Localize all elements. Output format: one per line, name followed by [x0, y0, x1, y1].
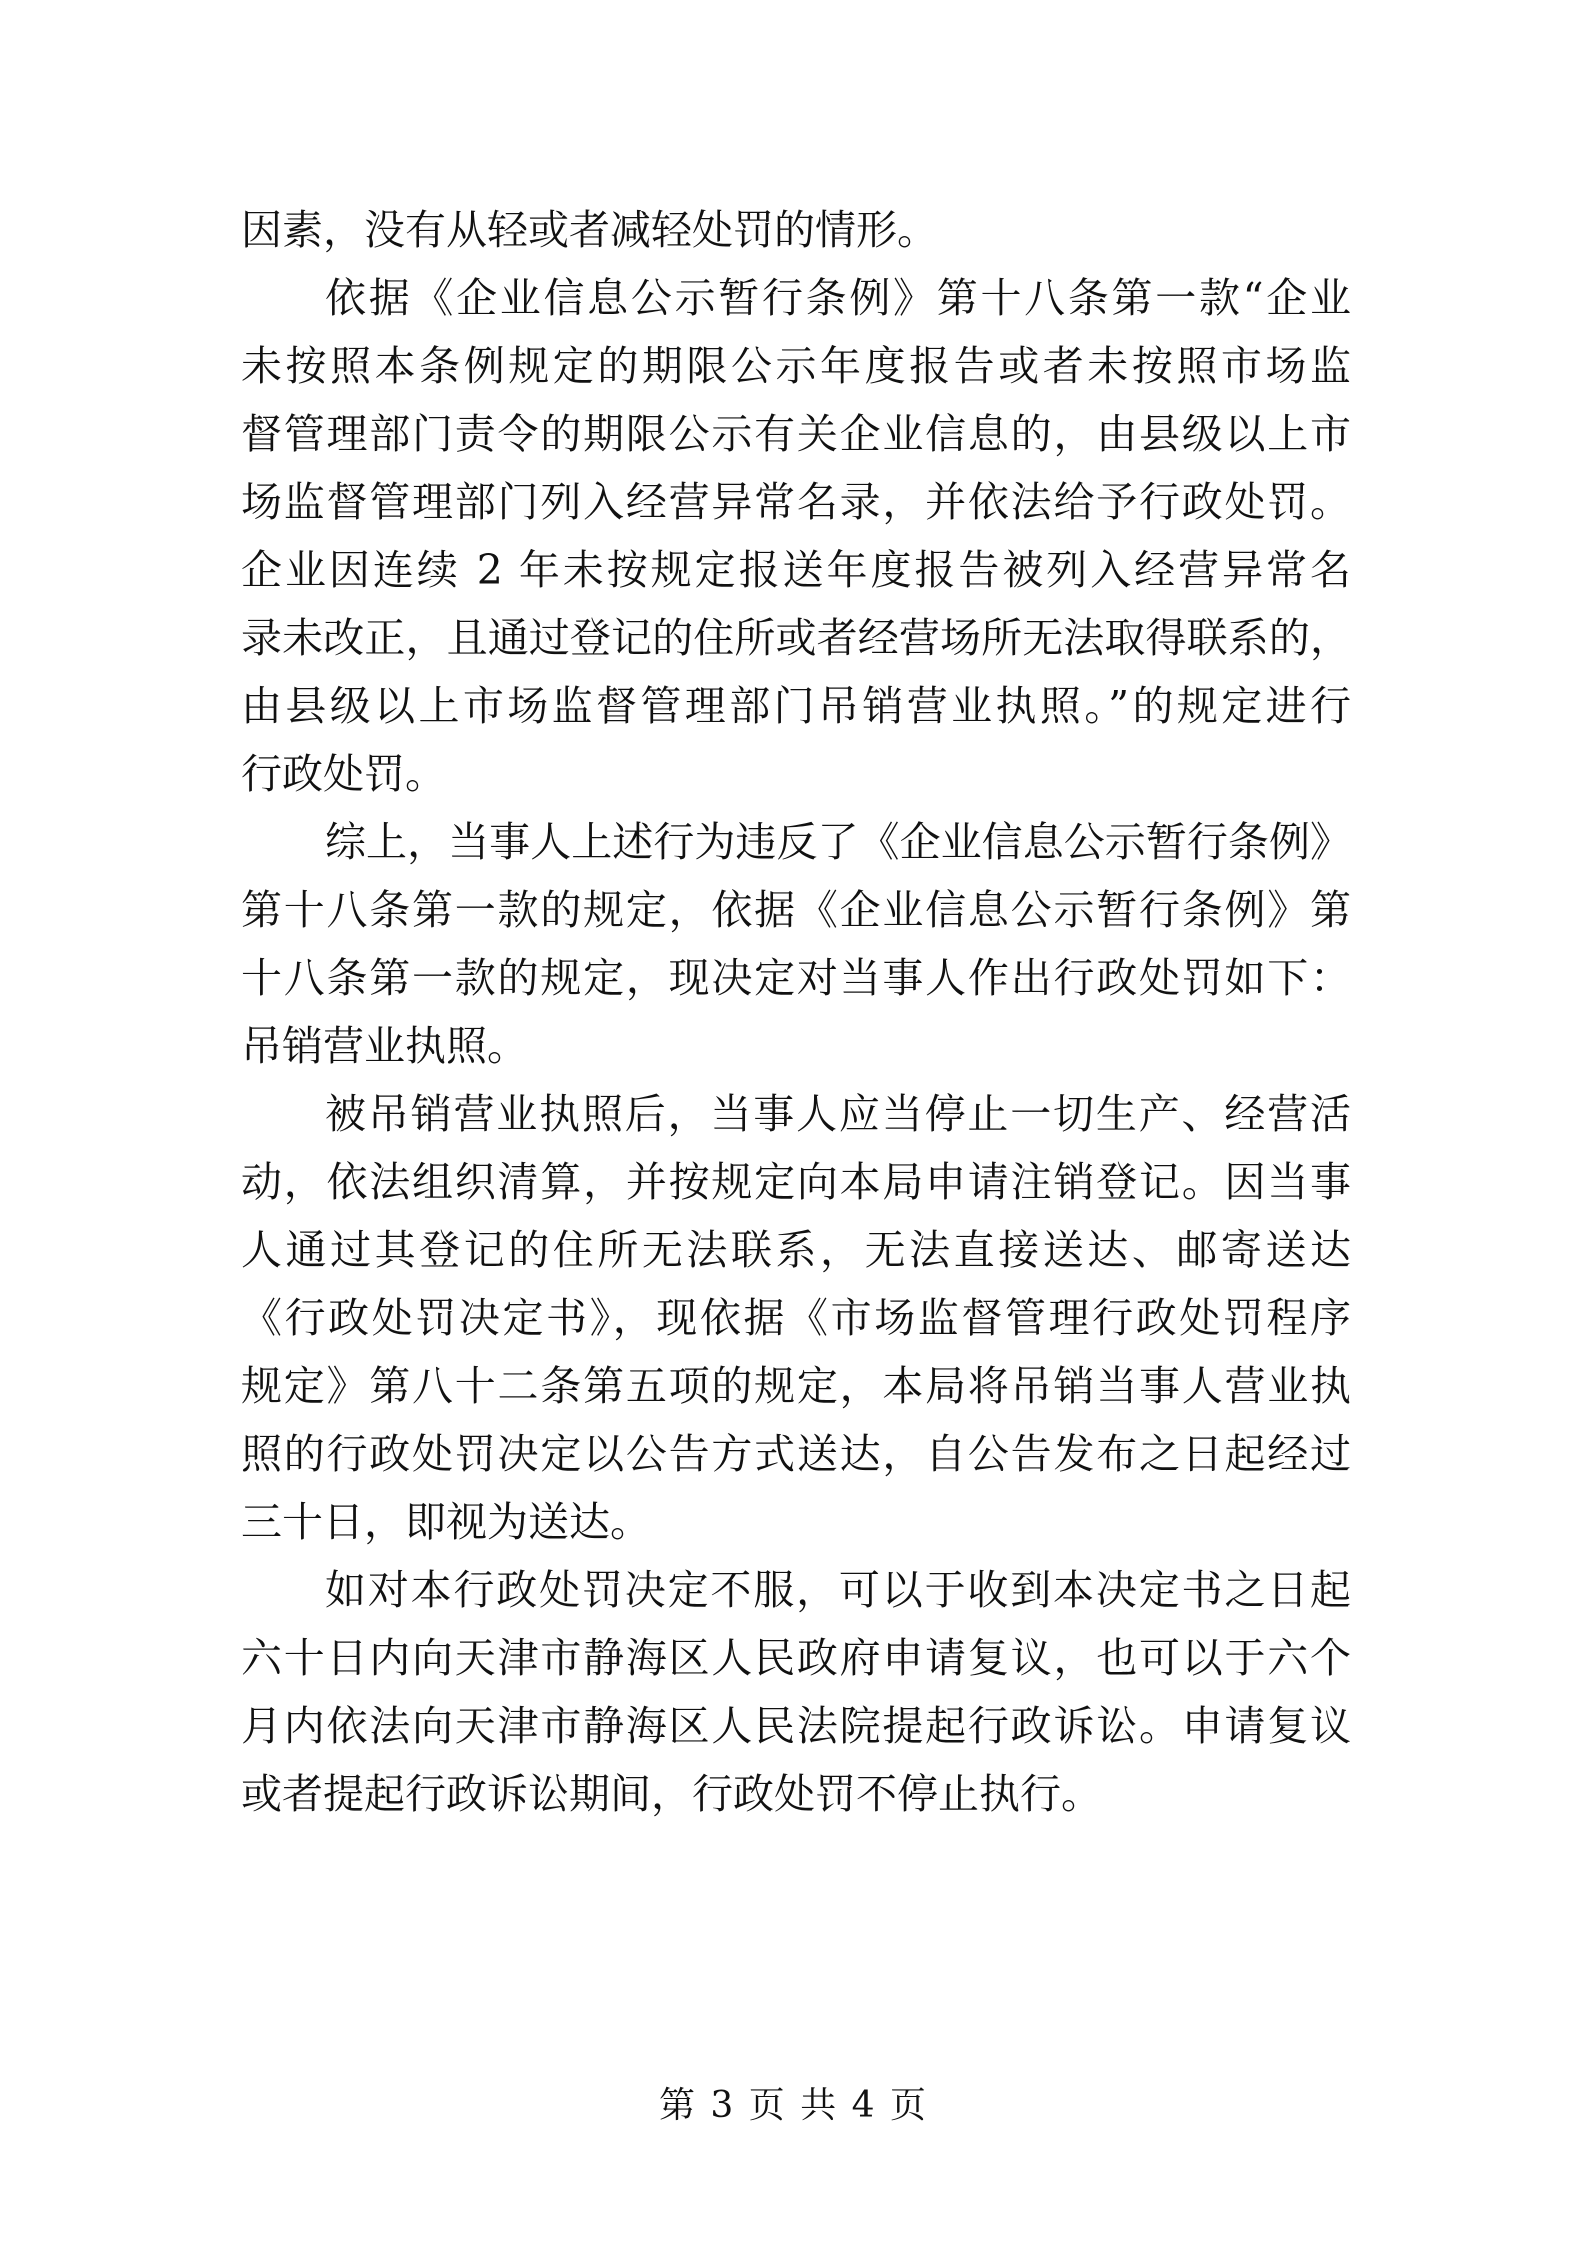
- text-line: 人通过其登记的住所无法联系，无法直接送达、邮寄送达: [241, 1226, 1351, 1274]
- text-line: 行政处罚。: [241, 750, 446, 798]
- text-line: 企业因连续 2 年未按规定报送年度报告被列入经营异常名: [241, 546, 1351, 594]
- text-line: 吊销营业执照。: [241, 1022, 528, 1070]
- text-line: 由县级以上市场监督管理部门吊销营业执照。”的规定进行: [241, 682, 1351, 730]
- page-number: 第 3 页 共 4 页: [658, 2085, 929, 2126]
- text-line: 第十八条第一款的规定，依据《企业信息公示暂行条例》第: [241, 886, 1351, 934]
- text-line: 未按照本条例规定的期限公示年度报告或者未按照市场监: [241, 342, 1351, 390]
- text-line: 《行政处罚决定书》，现依据《市场监督管理行政处罚程序: [241, 1294, 1351, 1342]
- text-line: 十八条第一款的规定，现决定对当事人作出行政处罚如下：: [241, 954, 1351, 1002]
- text-line: 或者提起行政诉讼期间，行政处罚不停止执行。: [241, 1770, 1102, 1818]
- text-line: 录未改正，且通过登记的住所或者经营场所无法取得联系的，: [241, 614, 1351, 662]
- text-line: 规定》第八十二条第五项的规定，本局将吊销当事人营业执: [241, 1362, 1351, 1410]
- text-line: 月内依法向天津市静海区人民法院提起行政诉讼。申请复议: [241, 1702, 1351, 1750]
- text-line: 督管理部门责令的期限公示有关企业信息的，由县级以上市: [241, 410, 1351, 458]
- text-line: 如对本行政处罚决定不服，可以于收到本决定书之日起: [325, 1566, 1351, 1614]
- text-line: 动，依法组织清算，并按规定向本局申请注销登记。因当事: [241, 1158, 1351, 1206]
- text-line: 照的行政处罚决定以公告方式送达，自公告发布之日起经过: [241, 1430, 1351, 1478]
- text-line: 因素，没有从轻或者减轻处罚的情形。: [241, 206, 938, 254]
- text-line: 六十日内向天津市静海区人民政府申请复议，也可以于六个: [241, 1634, 1351, 1682]
- text-line: 综上，当事人上述行为违反了《企业信息公示暂行条例》: [325, 818, 1351, 866]
- body-text: [241, 196, 1351, 1828]
- text-line: 被吊销营业执照后，当事人应当停止一切生产、经营活: [325, 1090, 1351, 1138]
- text-line: 三十日，即视为送达。: [241, 1498, 651, 1546]
- text-line: 依据《企业信息公示暂行条例》第十八条第一款“企业: [325, 274, 1351, 322]
- text-line: 场监督管理部门列入经营异常名录，并依法给予行政处罚。: [241, 478, 1351, 526]
